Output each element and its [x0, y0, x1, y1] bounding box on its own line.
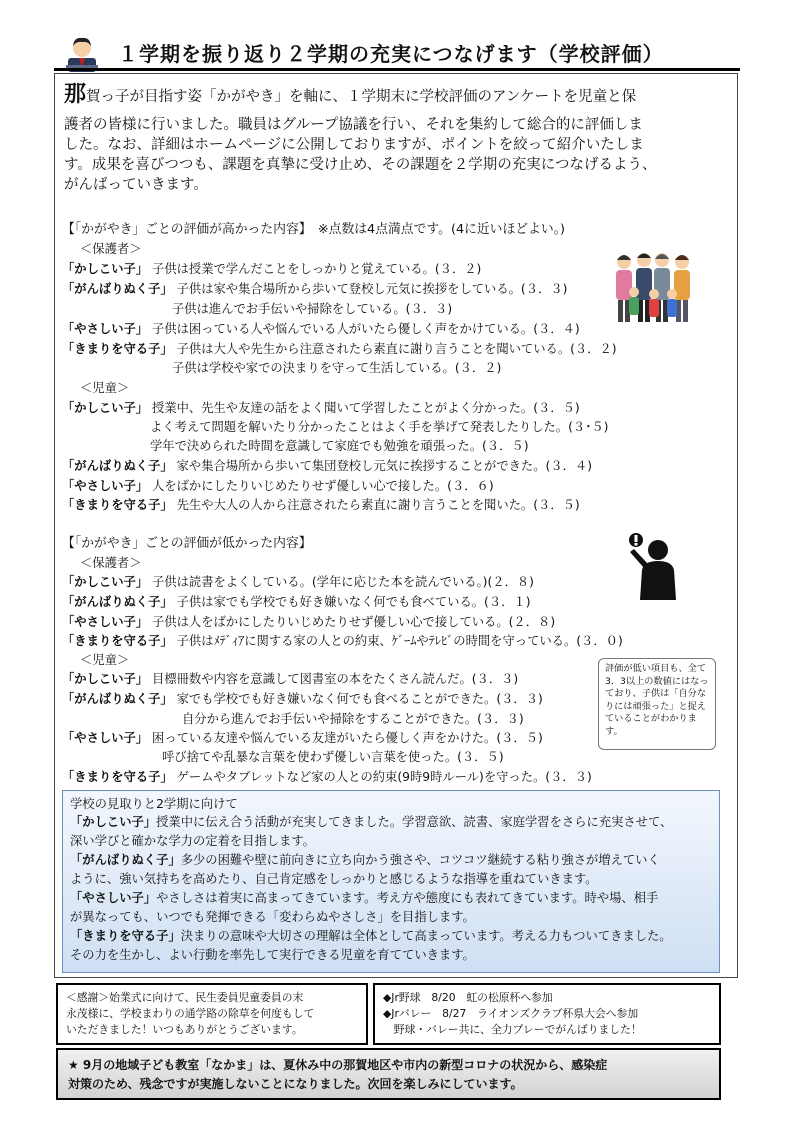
list-item: 子供は学校や家での決まりを守って生活している。(３．２)	[172, 361, 502, 375]
outlook-line: 深い学びと確かな学力の定着を目指します。	[70, 834, 315, 848]
list-item: 自分から進んでお手伝いや掃除をすることができた。(３．３)	[182, 712, 524, 726]
outlook-line: 「がんばりぬく子」多少の困難や壁に前向きに立ち向かう強さや、コツコツ継続する粘り強さが増えていく	[70, 853, 660, 867]
list-item: 「きまりを守る子」 子供はﾒﾃﾞｨｱに関する家の人との約束、ｹﾞｰﾑやﾃﾚﾋﾞの時間を守っている。(３．０)	[62, 634, 623, 648]
list-item: 「きまりを守る子」 ゲームやタブレットなど家の人との約束(9時9時ルール)を守った。(３．３)	[62, 770, 592, 784]
thanks-line: ＜感謝＞始業式に向けて、民生委員児童委員の末	[66, 991, 304, 1004]
high-heading: 【「かがやき」ごとの評価が高かった内容】 ※点数は4点満点です。(4に近いほどよい。)	[62, 222, 566, 237]
intro-paragraph	[64, 82, 724, 195]
outlook-line: ように、強い気持ちを高めたり、自己肯定感をしっかりと感じるような指導を重ねていきます。	[70, 872, 598, 886]
list-item: 「がんばりぬく子」 家や集合場所から歩いて集団登校し元気に挨拶することができた。(３．４)	[62, 459, 593, 473]
outlook-line: が異なっても、いつでも発揮できる「変わらぬやさしさ」を目指します。	[70, 910, 475, 924]
family-illustration-icon	[610, 250, 700, 326]
list-item: 「やさしい子」 困っている友達や悩んでいる友達がいたら優しく声をかけた。(３．５)	[62, 731, 543, 745]
high-parents-label: ＜保護者＞	[80, 242, 142, 256]
notice-box	[56, 1048, 721, 1100]
list-item: 学年で決められた時間を意識して家庭でも勉強を頑張った。(３．５)	[150, 439, 529, 453]
thanks-line: いただきました！いつもありがとうございます。	[66, 1023, 303, 1036]
list-item: 「がんばりぬく子」 子供は家や集合場所から歩いて登校し元気に挨拶をしている。(３．３)	[62, 282, 568, 296]
outlook-line: 「かしこい子」授業中に伝え合う活動が充実してきました。学習意欲、読書、家庭学習をさらに充実させて、	[70, 815, 673, 829]
note-callout: 評価が低い項目も、全て3．3以上の数値にはなっており、子供は「自分なりには頑張った」と捉えていることがわかります。	[598, 658, 716, 750]
notice-line: ★ 9月の地域子ども教室「なかま」は、夏休み中の那賀地区や市内の新型コロナの状況から、感染症	[68, 1058, 608, 1072]
high-children-label: ＜児童＞	[80, 381, 130, 395]
list-item: 「きまりを守る子」 先生や大人の人から注意されたら素直に謝り言うことを聞いた。(３．５)	[62, 498, 580, 512]
speaker-silhouette-icon	[622, 530, 690, 600]
list-item: 「かしこい子」 授業中、先生や友達の話をよく聞いて学習したことがよく分かった。(３．５)	[62, 401, 580, 415]
list-item: 「がんばりぬく子」 家でも学校でも好き嫌いなく何でも食べることができた。(３．３)	[62, 692, 543, 706]
thanks-box	[56, 983, 368, 1045]
list-item: 「がんばりぬく子」 子供は家でも学校でも好き嫌いなく何でも食べている。(３．１)	[62, 595, 531, 609]
intro-drop-cap: 那	[64, 82, 87, 107]
title-underline	[54, 68, 740, 71]
low-parents-label: ＜保護者＞	[80, 556, 142, 570]
sports-box	[373, 983, 721, 1045]
teacher-avatar-icon	[62, 32, 102, 72]
intro-line: した。なお、詳細はホームページに公開しておりますが、ポイントを絞って紹介いたしま	[64, 137, 644, 153]
outlook-line: 「きまりを守る子」決まりの意味や大切さの理解は全体として高まっています。考える力もついてきました。	[70, 929, 672, 943]
list-item: 「やさしい子」 人をばかにしたりいじめたりせず優しい心で接した。(３．６)	[62, 479, 494, 493]
notice-line: 対策のため、残念ですが実施しないことになりました。次回を楽しみにしています。	[68, 1077, 523, 1091]
list-item: 「きまりを守る子」 子供は大人や先生から注意されたら素直に謝り言うことを聞いている。(３．２)	[62, 342, 617, 356]
list-item: 呼び捨てや乱暴な言葉を使わず優しい言葉を使った。(３．５)	[162, 750, 504, 764]
outlook-line: 「やさしい子」やさしさは着実に高まってきています。考え方や態度にも表れてきています。時や場、相手	[70, 891, 659, 905]
list-item: 「かしこい子」 子供は読書をよくしている。(学年に応じた本を読んでいる。)(２．８)	[62, 575, 534, 589]
outlook-line: その力を生かし、よい行動を率先して実行できる児童を育てていきます。	[70, 948, 475, 962]
intro-line: 護者の皆様に行いました。職員はグループ協議を行い、それを集約して総合的に評価しま	[64, 117, 643, 133]
list-item: 「かしこい子」 子供は授業で学んだことをしっかりと覚えている。(３．２)	[62, 262, 482, 276]
list-item: 子供は進んでお手伝いや掃除をしている。(３．３)	[172, 302, 453, 316]
page-title: １学期を振り返り２学期の充実につなげます（学校評価）	[118, 42, 664, 66]
intro-line: 賀っ子が目指す姿「かがやき」を軸に、１学期末に学校評価のアンケートを児童と保	[86, 89, 637, 105]
outlook-heading: 学校の見取りと2学期に向けて	[70, 797, 238, 811]
list-item: 「かしこい子」 目標冊数や内容を意識して図書室の本をたくさん読んだ。(３．３)	[62, 672, 519, 686]
thanks-line: 永茂様に、学校まわりの通学路の除草を何度もして	[66, 1007, 315, 1020]
list-item: 「やさしい子」 子供は人をばかにしたりいじめたりせず優しい心で接している。(２．８)	[62, 615, 556, 629]
intro-line: がんばっていきます。	[64, 177, 208, 193]
sports-line: ◆Jrバレー 8/27 ライオンズクラブ杯県大会へ参加	[383, 1007, 639, 1020]
list-item: よく考えて問題を解いたり分かったことはよく手を挙げて発表したりした。(３･５)	[150, 420, 609, 434]
sports-line: ◆Jr野球 8/20 虹の松原杯へ参加	[383, 991, 553, 1004]
list-item: 「やさしい子」 子供は困っている人や悩んでいる人がいたら優しく声をかけている。(３．４)	[62, 322, 580, 336]
low-children-label: ＜児童＞	[80, 653, 130, 667]
sports-line: 野球・バレー共に、全力プレーでがんばりました！	[383, 1023, 642, 1036]
intro-line: す。成果を喜びつつも、課題を真摯に受け止め、その課題を２学期の充実につなげるよう、	[64, 157, 657, 173]
low-heading: 【「かがやき」ごとの評価が低かった内容】	[62, 536, 312, 551]
